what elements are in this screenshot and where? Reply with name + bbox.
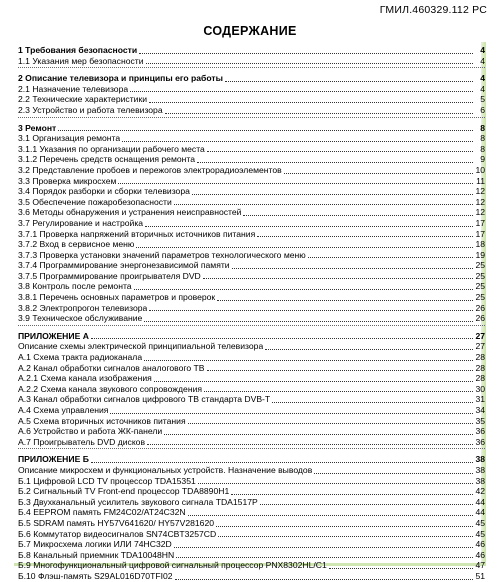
toc-leader-dots: [260, 504, 473, 505]
toc-page-number: 6: [480, 104, 485, 115]
toc-page-number: 27: [475, 341, 485, 352]
separator-dots: [18, 117, 485, 118]
toc-entry[interactable]: [18, 476, 485, 487]
toc-page-number: 26: [475, 313, 485, 324]
toc-entry-title: 3.2 Представление пробоев и пережогов электрорадиоэлементов: [18, 164, 282, 175]
toc-entry-title: 3.6 Методы обнаружения и устранения неисправностей: [18, 207, 242, 218]
table-of-contents: [18, 45, 485, 582]
toc-entry-title: Б.10 Флэш-память S29AL016D70TFI02: [18, 570, 173, 581]
toc-entry-title: 3.5 Обеспечение пожаробезопасности: [18, 196, 172, 207]
toc-entry-title: 3 Ремонт: [18, 122, 57, 133]
toc-entry[interactable]: [18, 341, 485, 352]
toc-entry-title: Б.6 Коммутатор видеосигналов SN74CBT3257CD: [18, 528, 217, 539]
toc-section-heading[interactable]: [18, 454, 485, 465]
toc-page-number: 26: [475, 302, 485, 313]
toc-entry[interactable]: [18, 94, 485, 105]
toc-entry-title: 3.4 Порядок разборки и сборки телевизора: [18, 186, 190, 197]
toc-entry-title: 1 Требования безопасности: [18, 45, 138, 55]
toc-leader-dots: [174, 204, 473, 205]
toc-entry[interactable]: [18, 465, 485, 476]
toc-entry-title: А.5 Схема вторичных источников питания: [18, 415, 186, 426]
toc-entry[interactable]: [18, 539, 485, 550]
toc-entry-title: А.1 Схема тракта радиоканала: [18, 352, 143, 363]
toc-entry-title: 3.7.2 Вход в сервисное меню: [18, 239, 135, 250]
toc-leader-dots: [91, 338, 473, 339]
toc-page-number: 35: [475, 415, 485, 426]
toc-leader-dots: [272, 402, 473, 403]
toc-entry[interactable]: [18, 486, 485, 497]
toc-page-number: 28: [475, 362, 485, 373]
toc-entry[interactable]: [18, 292, 485, 303]
toc-entry[interactable]: [18, 550, 485, 561]
toc-page-number: 45: [475, 517, 485, 528]
toc-entry-title: 3.7.5 Программирование проигрывателя DVD: [18, 270, 201, 281]
toc-entry-title: Б.2 Сигнальный TV Front-end процессор TDA8890H1: [18, 486, 230, 497]
toc-entry-title: Б.8 Канальный приемник TDA10048HN: [18, 549, 175, 560]
toc-section-heading[interactable]: [18, 73, 485, 84]
separator-dots: [18, 67, 485, 68]
toc-entry-title: 3.7.1 Проверка напряжений вторичных источников питания: [18, 228, 256, 239]
toc-entry-title: А.4 Схема управления: [18, 405, 109, 415]
toc-entry[interactable]: [18, 105, 485, 116]
toc-entry-title: 3.1.2 Перечень средств оснащения ремонта: [18, 154, 196, 165]
toc-page-number: 38: [475, 464, 485, 475]
toc-leader-dots: [118, 183, 473, 184]
toc-entry[interactable]: [18, 165, 485, 176]
toc-leader-dots: [175, 579, 473, 580]
toc-entry[interactable]: [18, 497, 485, 508]
toc-separator: [18, 447, 485, 449]
toc-entry[interactable]: [18, 84, 485, 95]
toc-entry[interactable]: [18, 133, 485, 144]
toc-page-number: 12: [475, 186, 485, 197]
toc-entry[interactable]: [18, 560, 485, 571]
toc-entry-title: 3.8 Контроль после ремонта: [18, 281, 132, 292]
toc-page-number: 38: [475, 475, 485, 486]
toc-entry[interactable]: [18, 250, 485, 261]
toc-page-number: 38: [475, 454, 485, 465]
toc-entry[interactable]: [18, 313, 485, 324]
toc-entry[interactable]: [18, 239, 485, 250]
toc-entry-title: А.7 Проигрыватель DVD дисков: [18, 436, 146, 447]
toc-entry-title: Б.9 Многофункциональный цифровой сигнальный процессор PNX8302HL/C1: [18, 560, 327, 571]
toc-entry-title: Описание схемы электрической принципиальной телевизора: [18, 341, 264, 352]
toc-entry[interactable]: [18, 405, 485, 416]
toc-leader-dots: [146, 63, 473, 64]
toc-entry[interactable]: [18, 207, 485, 218]
toc-page-number: 42: [475, 486, 485, 497]
toc-leader-dots: [231, 494, 473, 495]
toc-leader-dots: [188, 515, 473, 516]
toc-entry-title: ПРИЛОЖЕНИЕ А: [18, 330, 89, 341]
toc-entry-title: 3.8.1 Перечень основных параметров и проверок: [18, 292, 216, 303]
toc-entry[interactable]: [18, 518, 485, 529]
toc-page-number: 27: [475, 330, 485, 341]
toc-page-number: 28: [475, 373, 485, 384]
toc-leader-dots: [149, 310, 473, 311]
toc-entry[interactable]: [18, 197, 485, 208]
toc-leader-dots: [243, 215, 473, 216]
toc-entry-title: 2 Описание телевизора и принципы его работы: [18, 73, 223, 84]
toc-entry-title: ПРИЛОЖЕНИЕ Б: [18, 454, 89, 465]
toc-entry-title: 3.7.3 Проверка установки значений параметров технологического меню: [18, 249, 306, 260]
toc-leader-dots: [176, 557, 473, 558]
toc-entry[interactable]: [18, 186, 485, 197]
separator-dots: [18, 448, 485, 449]
toc-page-number: 4: [480, 55, 485, 66]
toc-separator: [18, 116, 485, 118]
toc-page-number: 44: [475, 496, 485, 507]
toc-entry[interactable]: [18, 416, 485, 427]
toc-leader-dots: [232, 268, 473, 269]
toc-leader-dots: [139, 53, 473, 54]
toc-entry[interactable]: [18, 260, 485, 271]
toc-page-number: 8: [480, 133, 485, 144]
toc-entry-title: Описание микросхем и функциональных устройств. Назначение выводов: [18, 464, 313, 475]
toc-page-number: 25: [475, 281, 485, 292]
toc-entry[interactable]: [18, 384, 485, 395]
toc-entry[interactable]: [18, 507, 485, 518]
toc-section-heading[interactable]: [18, 123, 485, 134]
toc-entry-title: 3.7 Регулирование и настройка: [18, 217, 144, 228]
toc-leader-dots: [130, 91, 473, 92]
toc-entry[interactable]: [18, 303, 485, 314]
toc-entry[interactable]: [18, 144, 485, 155]
toc-entry-title: 2.3 Устройство и работа телевизора: [18, 104, 163, 115]
toc-leader-dots: [329, 568, 473, 569]
toc-leader-dots: [207, 151, 473, 152]
toc-page-number: 34: [475, 405, 485, 415]
toc-leader-dots: [192, 194, 473, 195]
toc-leader-dots: [110, 413, 473, 414]
toc-page-number: 8: [480, 122, 485, 133]
toc-page-number: 36: [475, 426, 485, 437]
toc-entry-title: А.2.2 Схема канала звукового сопровождения: [18, 383, 203, 394]
toc-page-number: 17: [475, 228, 485, 239]
toc-entry-title: 3.8.2 Электропрогон телевизора: [18, 302, 148, 313]
toc-page-number: 28: [475, 352, 485, 363]
toc-leader-dots: [164, 434, 473, 435]
toc-page-number: 4: [480, 45, 485, 55]
toc-entry-title: 1.1 Указания мер безопасности: [18, 55, 144, 66]
toc-page-number: 4: [480, 73, 485, 84]
toc-leader-dots: [308, 257, 473, 258]
toc-entry[interactable]: [18, 229, 485, 240]
toc-page-number: 46: [475, 549, 485, 560]
toc-leader-dots: [174, 547, 473, 548]
toc-entry[interactable]: [18, 571, 485, 582]
toc-leader-dots: [207, 370, 473, 371]
toc-entry-title: Б.3 Двухканальный усилитель звукового сигнала TDA1517P: [18, 496, 258, 507]
toc-entry-title: 3.1.1 Указания по организации рабочего места: [18, 143, 205, 154]
separator-dots: [18, 325, 485, 326]
toc-entry[interactable]: [18, 529, 485, 540]
toc-entry[interactable]: [18, 176, 485, 187]
toc-page-number: 46: [475, 539, 485, 550]
toc-entry[interactable]: [18, 218, 485, 229]
toc-separator: [18, 324, 485, 326]
toc-entry[interactable]: [18, 154, 485, 165]
toc-entry-title: А.2 Канал обработки сигналов аналогового ТВ: [18, 362, 205, 373]
toc-leader-dots: [203, 278, 473, 279]
toc-entry-title: 3.7.4 Программирование энергонезависимой памяти: [18, 260, 230, 271]
toc-leader-dots: [188, 423, 473, 424]
toc-leader-dots: [134, 289, 473, 290]
toc-entry-title: 3.3 Проверка микросхем: [18, 175, 117, 186]
toc-page-number: 44: [475, 507, 485, 518]
toc-page-number: 12: [475, 196, 485, 207]
toc-entry-title: Б.1 Цифровой LCD TV процессор TDA15351: [18, 475, 196, 486]
toc-entry-title: 3.9 Техническое обслуживание: [18, 313, 143, 324]
toc-page-number: 10: [475, 164, 485, 175]
toc-entry[interactable]: [18, 281, 485, 292]
toc-leader-dots: [154, 381, 473, 382]
toc-leader-dots: [149, 102, 473, 103]
toc-leader-dots: [147, 444, 473, 445]
toc-page-number: 18: [475, 239, 485, 250]
toc-entry-title: Б.5 SDRAM память HY57V641620/ HY57V281620: [18, 517, 214, 528]
toc-page-number: 8: [480, 143, 485, 154]
toc-separator: [18, 66, 485, 68]
toc-entry-title: 3.1 Организация ремонта: [18, 133, 121, 144]
toc-page-number: 47: [475, 560, 485, 571]
toc-leader-dots: [314, 473, 473, 474]
toc-page-number: 11: [476, 175, 485, 186]
toc-section-heading[interactable]: [18, 331, 485, 342]
toc-leader-dots: [144, 321, 473, 322]
toc-entry-title: А.2.1 Схема канала изображения: [18, 373, 152, 384]
toc-entry[interactable]: [18, 352, 485, 363]
toc-leader-dots: [217, 300, 473, 301]
page-title: СОДЕРЖАНИЕ: [203, 24, 297, 38]
toc-leader-dots: [91, 462, 473, 463]
toc-page-number: 45: [475, 528, 485, 539]
toc-entry[interactable]: [18, 394, 485, 405]
toc-page-number: 19: [475, 249, 485, 260]
toc-page-number: 25: [475, 270, 485, 281]
document-code: ГМИЛ.460329.112 РС: [379, 4, 487, 16]
toc-page-number: 9: [480, 154, 485, 165]
toc-leader-dots: [165, 113, 473, 114]
toc-leader-dots: [218, 536, 473, 537]
toc-leader-dots: [265, 349, 473, 350]
toc-page-number: 30: [475, 383, 485, 394]
toc-entry[interactable]: [18, 56, 485, 67]
toc-page-number: 31: [475, 394, 485, 405]
toc-entry[interactable]: [18, 426, 485, 437]
toc-leader-dots: [204, 391, 473, 392]
toc-leader-dots: [122, 141, 473, 142]
toc-entry-title: А.6 Устройство и работа ЖК-панели: [18, 426, 163, 437]
toc-entry-title: 2.2 Технические характеристики: [18, 94, 148, 105]
toc-page-number: 5: [480, 94, 485, 105]
toc-leader-dots: [144, 360, 473, 361]
toc-page-number: 25: [475, 260, 485, 271]
toc-leader-dots: [216, 526, 473, 527]
toc-page-number: 17: [475, 217, 485, 228]
toc-leader-dots: [145, 226, 473, 227]
toc-leader-dots: [198, 483, 473, 484]
toc-page-number: 4: [480, 83, 485, 94]
toc-page-number: 51: [475, 570, 485, 581]
toc-entry-title: 2.1 Назначение телевизора: [18, 83, 129, 94]
toc-leader-dots: [197, 162, 473, 163]
toc-page-number: 12: [475, 207, 485, 218]
toc-leader-dots: [136, 247, 473, 248]
toc-entry-title: Б.4 EEPROM память FM24C02/AT24C32N: [18, 507, 186, 518]
toc-leader-dots: [225, 81, 473, 82]
toc-entry[interactable]: [18, 271, 485, 282]
toc-entry[interactable]: [18, 437, 485, 448]
toc-page-number: 25: [475, 292, 485, 303]
toc-leader-dots: [257, 236, 473, 237]
toc-page-number: 36: [475, 436, 485, 447]
toc-entry[interactable]: [18, 373, 485, 384]
toc-leader-dots: [58, 130, 473, 131]
toc-entry[interactable]: [18, 363, 485, 374]
toc-section-heading[interactable]: [18, 45, 485, 56]
toc-entry-title: А.3 Канал обработки сигналов цифрового ТВ стандарта DVB-T: [18, 394, 271, 405]
toc-leader-dots: [284, 173, 473, 174]
toc-entry-title: Б.7 Микросхема логики ИЛИ 74HC32D: [18, 539, 172, 550]
